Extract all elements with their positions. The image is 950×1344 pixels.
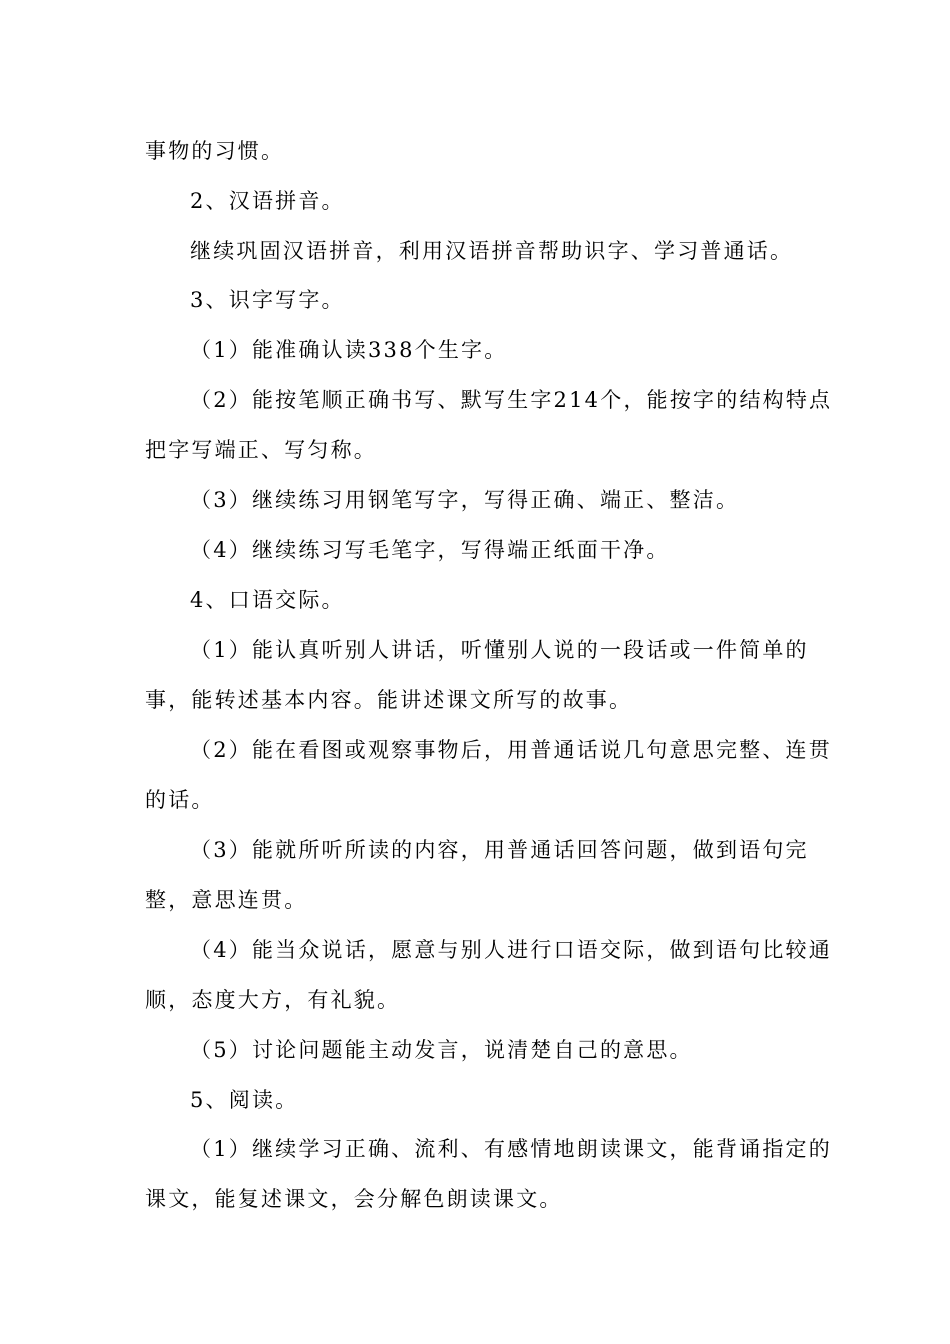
list-item-oral-2-cont: 的话。 xyxy=(145,788,215,812)
list-item-oral-2: （2）能在看图或观察事物后，用普通话说几句意思完整、连贯 xyxy=(190,738,832,762)
paragraph-pinyin: 继续巩固汉语拼音，利用汉语拼音帮助识字、学习普通话。 xyxy=(190,239,794,263)
list-item-literacy-3: （3）继续练习用钢笔写字，写得正确、端正、整洁。 xyxy=(190,488,740,512)
section-heading-reading: 5、阅读。 xyxy=(190,1088,299,1112)
section-heading-pinyin: 2、汉语拼音。 xyxy=(190,189,345,213)
list-item-oral-1-cont: 事，能转述基本内容。能讲述课文所写的故事。 xyxy=(145,688,633,712)
paragraph-continuation: 事物的习惯。 xyxy=(145,139,285,163)
list-item-oral-4-cont: 顺，态度大方，有礼貌。 xyxy=(145,988,401,1012)
list-item-oral-1: （1）能认真听别人讲话，听懂别人说的一段话或一件简单的 xyxy=(190,638,809,662)
list-item-oral-4: （4）能当众说话，愿意与别人进行口语交际，做到语句比较通 xyxy=(190,938,832,962)
list-item-literacy-4: （4）继续练习写毛笔字，写得端正纸面干净。 xyxy=(190,538,670,562)
section-heading-oral: 4、口语交际。 xyxy=(190,588,345,612)
list-item-oral-3: （3）能就所听所读的内容，用普通话回答问题，做到语句完 xyxy=(190,838,809,862)
list-item-oral-3-cont: 整，意思连贯。 xyxy=(145,888,308,912)
list-item-reading-1-cont: 课文，能复述课文，会分解色朗读课文。 xyxy=(145,1187,563,1211)
list-item-literacy-2: （2）能按笔顺正确书写、默写生字214个，能按字的结构特点 xyxy=(190,388,833,412)
list-item-reading-1: （1）继续学习正确、流利、有感情地朗读课文，能背诵指定的 xyxy=(190,1137,832,1161)
list-item-oral-5: （5）讨论问题能主动发言，说清楚自己的意思。 xyxy=(190,1038,693,1062)
list-item-literacy-2-cont: 把字写端正、写匀称。 xyxy=(145,438,377,462)
list-item-literacy-1: （1）能准确认读338个生字。 xyxy=(190,338,508,362)
section-heading-literacy: 3、识字写字。 xyxy=(190,288,345,312)
